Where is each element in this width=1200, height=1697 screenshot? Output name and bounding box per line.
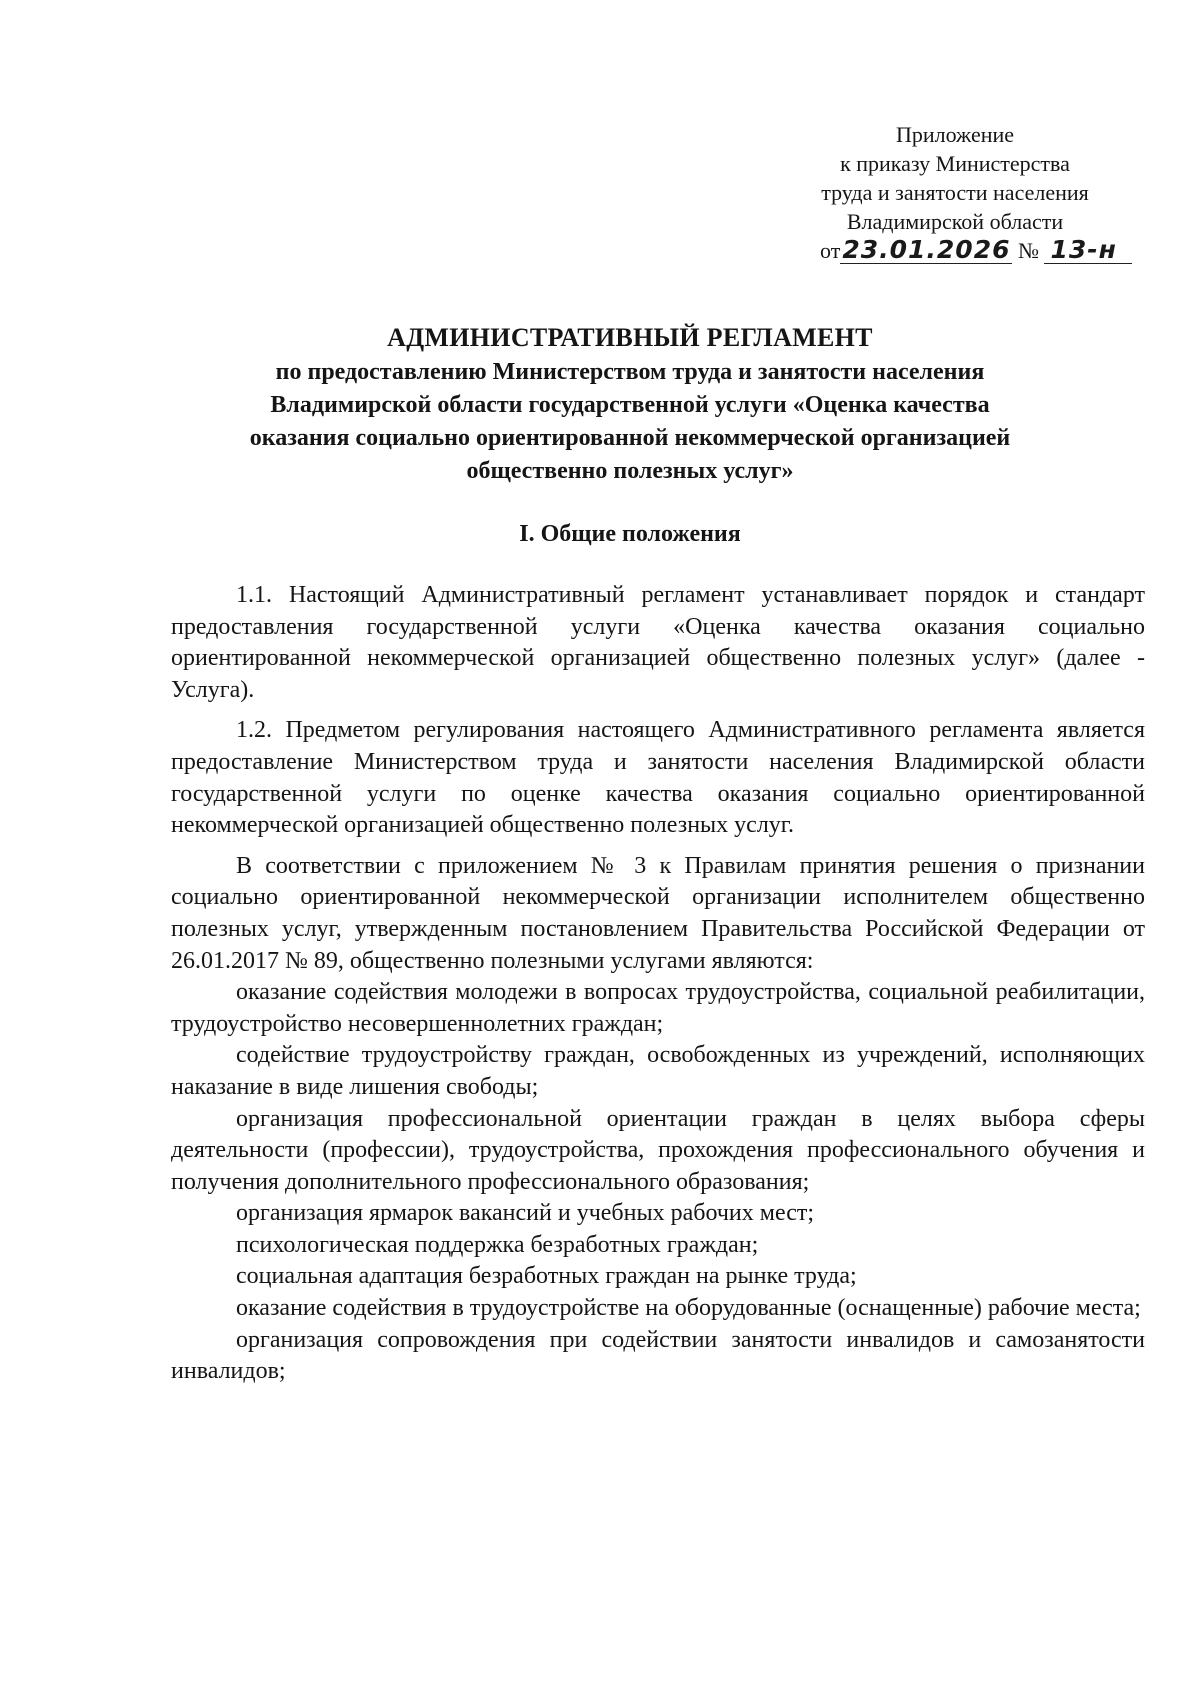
section-heading: I. Общие положения [519,521,741,547]
title-line: по предоставлению Министерством труда и занятости населения [275,359,985,385]
number-prefix: № [1017,238,1039,263]
number-field [1044,235,1132,264]
appendix-date-number-line [790,236,1120,265]
list-item: организация профессиональной ориентации граждан в целях выбора сферы деятельности (профессии), трудоустройства, прохождения профессионального обучения и получения дополнительного профессионального образования; [171,1105,1145,1195]
list-item: социальная адаптация безработных граждан на рынке труда; [236,1263,857,1290]
paragraph-1-2: 1.2. Предметом регулирования настоящего Административного регламента является предоставление Министерством труда и занятости населения Владимирской области государственной услуги по оценке качества оказания социально ориентированной некоммерческой организацией общественно полезных услуг. [171,717,1145,839]
appendix-label: Приложение [895,122,1015,147]
date-field [840,235,1012,264]
handwritten-number: 13-н [1050,235,1117,264]
list-item: содействие трудоустройству граждан, освобожденных из учреждений, исполняющих наказание в виде лишения свободы; [171,1042,1145,1100]
document-title [150,320,1110,488]
paragraph-accordance: В соответствии с приложением № 3 к Правилам принятия решения о признании социально ориентированной некоммерческой организации исполнителем общественно полезных услуг, утвержденным постановлением Правительства Российской Федерации от 26.01.2017 № 89, общественно полезными услугами являются: [171,852,1145,974]
appendix-ministry-name: труда и занятости населения [821,180,1089,205]
list-item: оказание содействия в трудоустройстве на оборудованные (оснащенные) рабочие места; [236,1295,1141,1322]
title-main: АДМИНИСТРАТИВНЫЙ РЕГЛАМЕНТ [387,323,873,352]
list-item: оказание содействия молодежи в вопросах трудоустройства, социальной реабилитации, трудоустройство несовершеннолетних граждан; [171,979,1145,1037]
appendix-order-ref: к приказу Министерства [840,151,1070,176]
appendix-block [790,120,1120,265]
list-item: организация сопровождения при содействии занятости инвалидов и самозанятости инвалидов; [171,1326,1145,1385]
paragraph-1-1: 1.1. Настоящий Административный регламент устанавливает порядок и стандарт предоставления государственной услуги «Оценка качества оказания социально ориентированной некоммерческой организацией общественно полезных услуг» (далее - Услуга). [171,582,1145,703]
handwritten-date: 23.01.2026 [842,235,1011,264]
title-line: общественно полезных услуг» [466,458,794,484]
appendix-region: Владимирской области [846,209,1064,234]
title-line: оказания социально ориентированной некоммерческой организацией [249,425,1011,451]
title-line: Владимирской области государственной услуги «Оценка качества [270,392,990,418]
document-body [171,580,1145,1388]
list-item: организация ярмарок вакансий и учебных рабочих мест; [236,1200,815,1227]
list-item: психологическая поддержка безработных граждан; [236,1231,759,1258]
date-prefix: от [820,238,841,263]
